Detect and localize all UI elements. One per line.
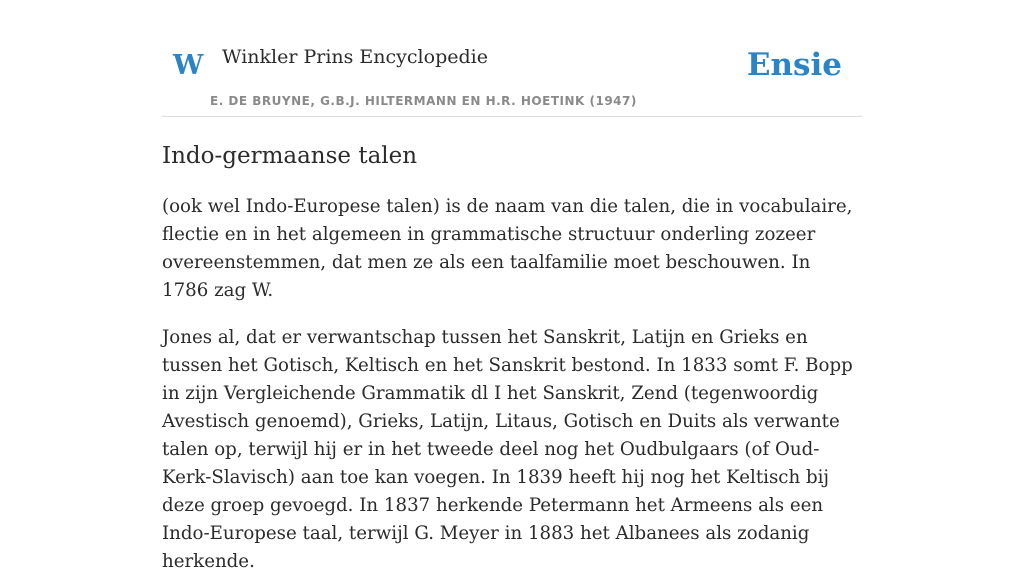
entry-title: Indo-germaanse talen — [162, 143, 418, 169]
page — [162, 0, 862, 576]
entry-paragraph-1: (ook wel Indo-Europese talen) is de naam van die talen, die in vocabulaire, flectie en in het algemeen in grammatische structuur onderling zozeer overeenstemmen, dat men ze als een taalfamilie moet beschouwen. In 1786 zag W. — [162, 195, 853, 301]
header — [162, 0, 862, 117]
book-authors: E. DE BRUYNE, G.B.J. HILTERMANN EN H.R. HOETINK (1947) — [210, 94, 637, 108]
book-logo-icon[interactable]: W — [173, 50, 204, 81]
entry-paragraph-2: Jones al, dat er verwantschap tussen het Sanskrit, Latijn en Grieks en tussen het Gotisch, Keltisch en het Sanskrit bestond. In 1833 somt F. Bopp in zijn Vergleichende Grammatik dl I het Sanskrit, Zend (tegenwoordig Avestisch genoemd), Grieks, Latijn, Litaus, Gotisch en Duits als verwante talen op, terwijl hij er in het tweede deel nog het Oudbulgaars (of Oud-Kerk-Slavisch) aan toe kan voegen. In 1839 heeft hij nog het Keltisch bij deze groep gevoegd. In 1837 herkende Petermann het Armeens als een Indo-Europese taal, terwijl G. Meyer in 1883 het Albanees als zodanig herkende. — [162, 326, 853, 572]
book-title[interactable]: Winkler Prins Encyclopedie — [222, 46, 488, 68]
ensie-logo[interactable]: Ensie — [746, 47, 842, 83]
